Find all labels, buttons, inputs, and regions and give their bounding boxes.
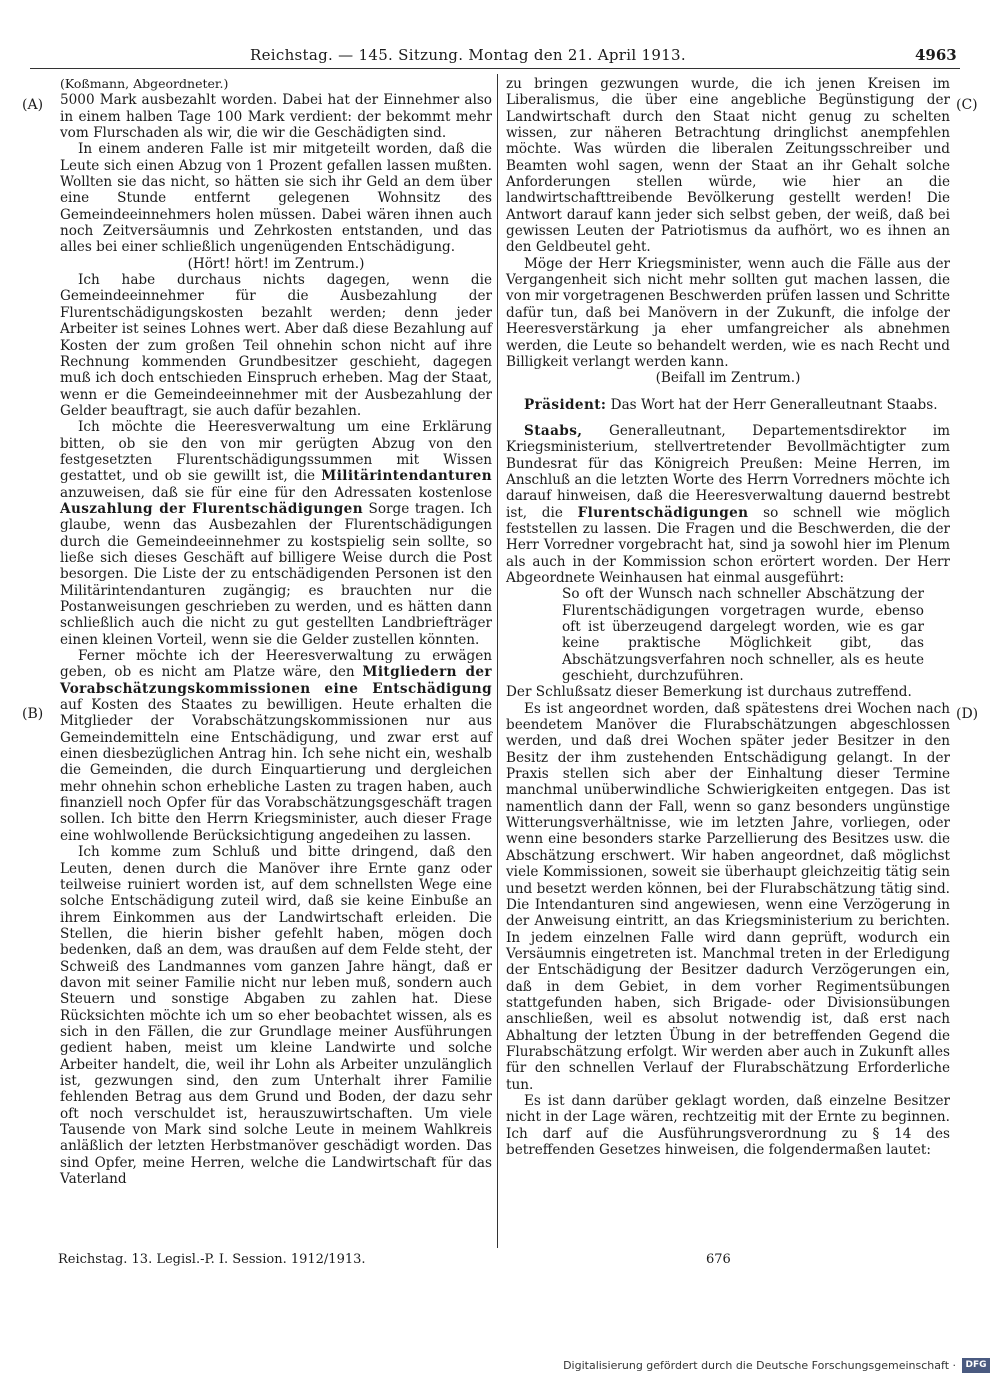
page-number: 4963 xyxy=(915,46,957,64)
right-column xyxy=(506,76,950,1158)
paragraph xyxy=(60,419,492,648)
dfg-logo-icon: DFG xyxy=(962,1358,990,1373)
left-column xyxy=(60,76,492,1187)
text: auf Kosten des Staates zu bewilligen. Heute erhalten die Mitglieder der Vorabschätzungskommissionen nur aus Gemeindemitteln eine Entschädigung, und zwar erst auf einen diesbezüglichen Antrag hin. Ich sehe nicht ein, weshalb die Gemeinden, die durch Einquartierung und dergleichen mehr ohnehin schon erhebliche Lasten zu tragen haben, auch finanziell noch Opfer für das Vorabschätzungsgeschäft tragen sollen. Ich bitte den Herrn Kriegsminister, auch dieser Frage eine wohlwollende Berücksichtigung angedeihen zu lassen. xyxy=(60,697,492,844)
paragraph: In einem anderen Falle ist mir mitgeteilt worden, daß die Leute sich einen Abzug von 1 Prozent gefallen lassen mußten. Wollten sie das nicht, so hätten sie sich ihr Geld an dem über eine Stunde entfernt gelegenen Wohnsitz des Gemeindeeinnehmers holen müssen. Dabei wären ihnen auch noch Zeitversäumnis und Zehrkosten entstanden, und das alles bei einer schließlich ungenügenden Entschädigung. xyxy=(60,141,492,256)
emphasis: Mitgliedern der Vorabschätzungskommissionen eine Entschädigung xyxy=(60,664,492,697)
emphasis: Flurentschädigungen xyxy=(577,504,749,521)
interjection: (Beifall im Zentrum.) xyxy=(655,370,801,387)
text: Ferner möchte ich der Heeresverwaltung zu erwägen geben, ob es nicht am Platze wäre, den xyxy=(60,648,492,681)
text: anzuweisen, daß sie für eine für den Adressaten kostenlose xyxy=(60,484,492,501)
header-rule xyxy=(30,68,960,69)
speaker-line: (Koßmann, Abgeordneter.) xyxy=(60,76,229,91)
paragraph xyxy=(506,397,950,413)
text: Ich möchte die Heeresverwaltung um eine Erklärung bitten, ob sie den von mir gerügten Abzug von den festgesetzten Flurentschädigungssummen mit Wissen gestattet, und ob sie gewillt ist, die xyxy=(60,419,492,485)
speaker-name: Präsident: xyxy=(524,396,607,413)
paragraph: Der Schlußsatz dieser Bemerkung ist durchaus zutreffend. xyxy=(506,684,912,701)
paragraph: Ich komme zum Schluß und bitte dringend, daß den Leuten, denen durch die Manöver ihre Ernte ganz oder teilweise ruiniert worden ist, auf dem schnellsten Wege eine solche Entschädigung zuteil wird, daß sie keine Einbuße an ihrem Einkommen aus der Landwirtschaft erleiden. Die Stellen, die hierin bisher gefehlt haben, mögen doch bedenken, daß an dem, was draußen auf dem Felde steht, der Schweiß des Landmannes vom ganzen Jahre hängt, daß er davon mit seiner Familie nicht nur leben muß, sondern auch Steuern und sonstige Abgaben zu zahlen hat. Diese Rücksichten möchte ich um so eher beobachtet wissen, als es sich in den Fällen, die zur Grundlage meiner Ausführungen gedient haben, meist um kleine Landwirte und solche Arbeiter handelt, die, weil ihr Lohn als Arbeiter unzulänglich ist, gezwungen sind, den zum Unterhalt ihrer Familie fehlenden Betrag aus dem Grund und Boden, der dazu sehr oft noch verschuldet ist, herauszuwirtschaften. Um viele Tausende von Mark sind solche Leute in meinem Wahlkreis anläßlich der letzten Herbstmanöver geschädigt worden. Das sind Opfer, meine Herren, welche die Landwirtschaft für das Vaterland xyxy=(60,844,492,1188)
margin-mark-d: (D) xyxy=(956,706,979,722)
text: Generalleutnant, Departementsdirektor im Kriegsministerium, stellvertretender Bevollmächtigter zum Bundesrat für das Königreich Preußen: Meine Herren, im Anschluß an die letzten Worte des Herrn Vorredners möchte ich darauf hinweisen, daß die Heeresverwaltung dauernd bestrebt ist, die xyxy=(506,422,950,521)
paragraph: Es ist dann darüber geklagt worden, daß einzelne Besitzer nicht in der Lage wären, rechtzeitig mit der Ernte zu beginnen. Ich darf auf die Ausführungsverordnung zu § 14 des betreffenden Gesetzes hinweisen, die folgendermaßen lautet: xyxy=(506,1092,950,1158)
text: Das Wort hat der Herr Generalleutnant Staabs. xyxy=(606,396,938,413)
paragraph xyxy=(60,648,492,844)
margin-mark-c: (C) xyxy=(956,97,978,113)
interjection: (Hört! hört! im Zentrum.) xyxy=(187,255,365,272)
paragraph: zu bringen gezwungen wurde, die ich jenen Kreisen im Liberalismus, die über eine angebliche Begünstigung der Landwirtschaft durch den Staat nicht genug zu schelten wissen, zur näheren Betrachtung dringlichst anempfehlen möchte. Was würden die liberalen Zeitungsschreiber und Beamten wohl sagen, wenn der Staat an ihr Gehalt solche Anforderungen stellen würde, wie hier an die landwirtschafttreibende Bevölkerung gestellt werden! Die Antwort darauf kann jeder sich selbst geben, der weiß, daß bei gewissen Leuten der Patriotismus da aufhört, wo es ihnen an den Geldbeutel geht. xyxy=(506,76,950,256)
margin-mark-b: (B) xyxy=(22,706,44,722)
emphasis: Militärintendanturen xyxy=(321,468,492,485)
paragraph: 5000 Mark ausbezahlt worden. Dabei hat der Einnehmer also in einem halben Tage 100 Mark verdient: der bekommt mehr vom Flurschaden als wir, die wir die Geschädigten sind. xyxy=(60,92,492,142)
emphasis: Auszahlung der Flurentschädigungen xyxy=(60,500,364,517)
footer-page-number: 676 xyxy=(706,1252,731,1267)
margin-mark-a: (A) xyxy=(22,97,44,113)
paragraph: Es ist angeordnet worden, daß spätestens drei Wochen nach beendetem Manöver die Flurabschätzungen abgeschlossen werden, und daß drei Wochen später jeder Besitzer in den Besitz der ihm zustehenden Entschädigung gelangt. In der Praxis stellen sich aber der Einhaltung dieser Termine manchmal unüberwindliche Schwierigkeiten entgegen. Das ist namentlich dann der Fall, wenn so ganz besonders ungünstige Witterungsverhältnisse, wie im letzten Jahre, vorliegen, oder wenn eine besonders starke Parzellierung des Besitzes usw. die Abschätzung erschwert. Wir haben angeordnet, daß möglichst viele Kommissionen, soweit sie überhaupt gleichzeitig tätig sein und besetzt werden können, bei der Flurabschätzung tätig sind. Die Intendanturen sind angewiesen, wenn eine Verzögerung in der Anweisung eintritt, an das Kriegsministerium zu berichten. In jedem einzelnen Falle wird dann geprüft, wodurch ein Versäumnis eingetreten ist. Manchmal treten in der Erledigung der Entschädigung der Besitzer dadurch Verzögerungen ein, daß in dem Gebiet, in dem vorher Regimentsübungen stattgefunden haben, sich Brigade- oder Divisionsübungen anschließen, weil es absolut notwendig ist, daß erst nach Abhaltung der letzten Übung in der betreffenden Gegend die Flurabschätzung erfolgt. Wir werden aber auch in Zukunft alles für den schnellen Verlauf der Flurabschätzung Erforderliche tun. xyxy=(506,700,950,1093)
paragraph: Möge der Herr Kriegsminister, wenn auch die Fälle aus der Vergangenheit sich nicht mehr sollten gut machen lassen, die von mir vorgetragenen Beschwerden prüfen lassen und Schritte dafür tun, daß bei Manövern in der Zukunft, die infolge der Heeresverstärkung ja eher umfangreicher als abnehmen werden, die Leute so behandelt werden, wie es nach Recht und Billigkeit verlangt werden kann. xyxy=(506,255,950,370)
paragraph: Ich habe durchaus nichts dagegen, wenn die Gemeindeeinnehmer für die Ausbezahlung der Flurentschädigungskosten bezahlt werden; denn jeder Arbeiter ist seines Lohnes wert. Aber daß diese Bezahlung auf Kosten der zum großen Teil ohnehin schon nicht auf ihre Rechnung kommenden Grundbesitzer geschieht, dagegen muß ich doch entschieden Einspruch erheben. Mag der Staat, wenn er die Gemeindeeinnehmer mit der Ausbezahlung der Gelder beauftragt, sie auch dafür bezahlen. xyxy=(60,272,492,419)
speaker-name: Staabs, xyxy=(524,422,583,439)
credit-bar xyxy=(563,1358,990,1373)
digitization-credit: Digitalisierung gefördert durch die Deutsche Forschungsgemeinschaft · xyxy=(563,1359,956,1372)
paragraph xyxy=(506,423,950,586)
footer-session: Reichstag. 13. Legisl.-P. I. Session. 1912/1913. xyxy=(58,1252,366,1267)
text: Sorge tragen. Ich glaube, wenn das Ausbezahlen der Flurentschädigungen durch die Gemeindeeinnehmer zu kostspielig sein sollte, so ließe sich dieses Geschäft auf billigere Weise durch die Post besorgen. Die Liste der zu entschädigenden Personen ist den Militärintendanturen zugängig; es brauchten nur die Postanweisungen geschrieben zu werden, und es hätten dann schließlich auch die nicht zu gut gestellten Landbriefträger einen kleinen Vorteil, wenn sie die Gelder zustellen könnten. xyxy=(60,500,492,648)
column-divider xyxy=(497,74,498,1248)
block-quote: So oft der Wunsch nach schneller Abschätzung der Flurentschädigungen vorgetragen wurde, ebenso oft ist überzeugend dargelegt worden, wie es gar keine praktische Möglichkeit gibt, das Abschätzungsverfahren noch schneller, als es heute geschieht, durchzuführen. xyxy=(562,586,924,685)
running-header: Reichstag. — 145. Sitzung. Montag den 21. April 1913. xyxy=(250,46,686,64)
text: so schnell wie möglich feststellen zu lassen. Die Fragen und die Beschwerden, die der Herr Vorredner vorgebracht hat, sind ja sowohl hier im Plenum als auch in der Kommission schon erörtert worden. Der Herr Abgeordnete Weinhausen hat einmal ausgeführt: xyxy=(506,504,950,586)
